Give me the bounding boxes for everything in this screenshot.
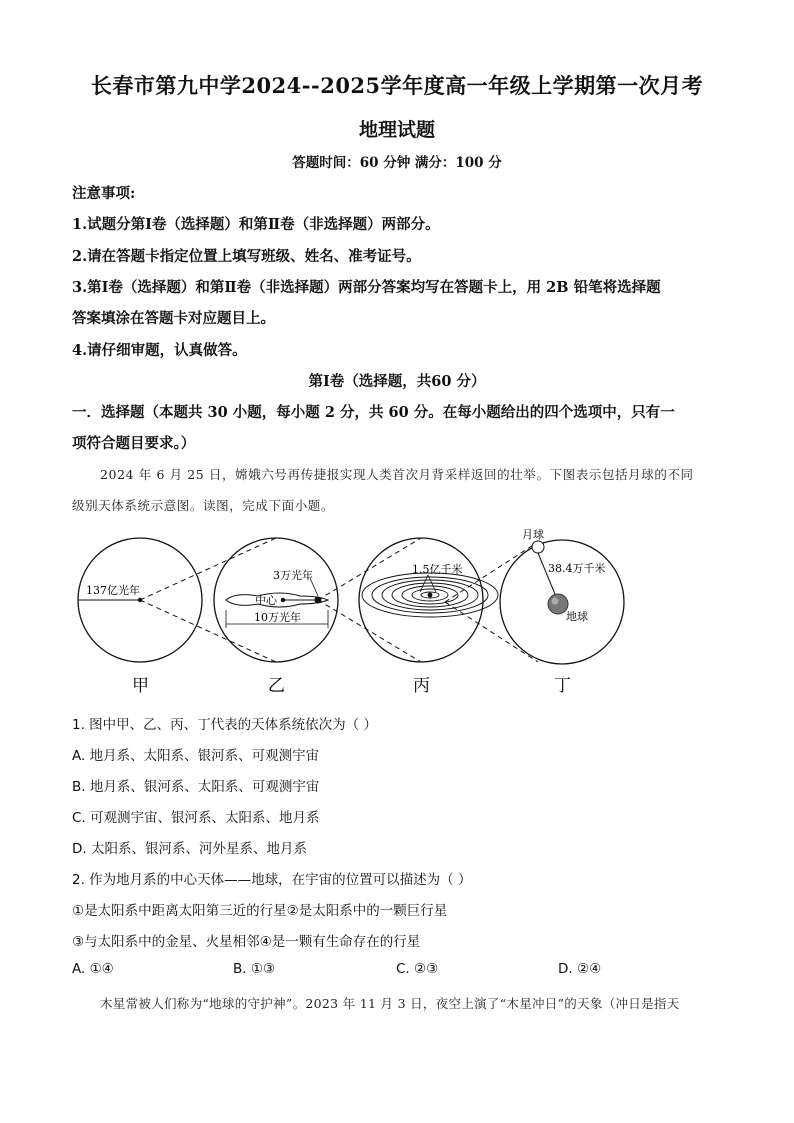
notice-heading: 注意事项: [72,185,136,202]
option-c: C. ②③ [396,961,439,977]
notice-item: 1.试题分第Ⅰ卷（选择题）和第Ⅱ卷（非选择题）两部分。 [72,216,440,233]
question-statement: ③与太阳系中的金星、火星相邻④是一颗有生命存在的行星 [72,934,421,950]
caption-bing: 丙 [413,676,430,696]
label-yi-bottom: 10万光年 [254,611,301,624]
option-d: D. 太阳系、银河系、河外星系、地月系 [72,841,307,857]
section-instructions: 一．选择题（本题共 30 小题，每小题 2 分，共 60 分。在每小题给出的四个选项中，只有一 [72,404,675,421]
option-d: D. ②④ [558,961,602,977]
label-jia-radius: 137亿光年 [86,584,140,597]
section-instructions: 项符合题目要求。） [72,435,196,452]
moon-icon [532,541,544,553]
notice-item: 2.请在答题卡指定位置上填写班级、姓名、准考证号。 [72,248,421,265]
question-statement: ①是太阳系中距离太阳第三近的行星②是太阳系中的一颗巨行星 [72,903,448,919]
notice-item: 4.请仔细审题，认真做答。 [72,342,247,359]
notice-item: 3.第Ⅰ卷（选择题）和第Ⅱ卷（非选择题）两部分答案均写在答题卡上，用 2B 铅笔将选择题 [72,279,661,296]
label-earth: 地球 [566,610,588,623]
passage-text: 级别天体系统示意图。读图，完成下面小题。 [72,498,335,513]
label-bing: 1.5亿千米 [412,563,463,576]
option-a: A. ①④ [72,961,114,977]
option-a: A. 地月系、太阳系、银河系、可观测宇宙 [72,748,320,764]
option-b: B. 地月系、银河系、太阳系、可观测宇宙 [72,779,320,795]
exam-title: 长春市第九中学2024--2025学年度高一年级上学期第一次月考 [90,73,704,98]
option-c: C. 可观测宇宙、银河系、太阳系、地月系 [72,810,320,826]
part1-heading: 第Ⅰ卷（选择题，共60 分） [308,373,486,390]
subject-title: 地理试题 [358,119,435,141]
label-yi-center: 中心 [255,594,277,607]
label-yi-top: 3万光年 [273,569,313,582]
time-info: 答题时间：60 分钟 满分：100 分 [292,155,502,171]
caption-yi: 乙 [268,676,285,696]
passage-text: 木星常被人们称为“地球的守护神”。2023 年 11 月 3 日，夜空上演了“木星冲日”的天象（冲日是指天 [100,996,680,1011]
label-earth-moon-distance: 38.4万千米 [548,562,606,575]
caption-ding: 丁 [554,676,571,696]
celestial-systems-figure [0,520,794,700]
question-stem: 2. 作为地月系的中心天体——地球，在宇宙的位置可以描述为（ ） [72,872,472,888]
question-stem: 1. 图中甲、乙、丙、丁代表的天体系统依次为（ ） [72,717,377,733]
label-moon: 月球 [522,528,544,541]
caption-jia: 甲 [132,676,149,696]
passage-text: 2024 年 6 月 25 日，嫦娥六号再传捷报实现人类首次月背采样返回的壮举。下图表示包括月球的不同 [100,467,694,482]
option-b: B. ①③ [233,961,276,977]
earth-icon [548,594,568,614]
notice-item: 答案填涂在答题卡对应题目上。 [72,310,275,327]
